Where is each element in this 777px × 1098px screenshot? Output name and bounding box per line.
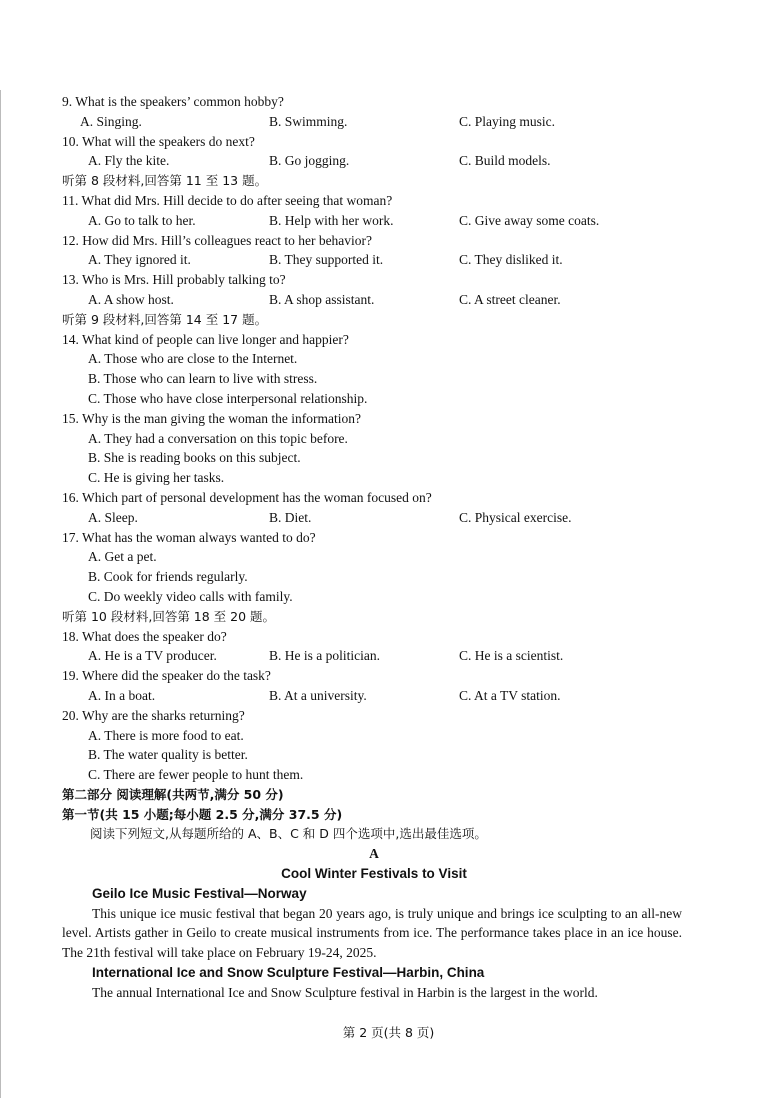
options-19 xyxy=(62,686,686,706)
question-9: 9. What is the speakers’ common hobby? xyxy=(62,94,284,109)
option-a: A. Go to talk to her. xyxy=(88,212,196,228)
passage-title: Cool Winter Festivals to Visit xyxy=(281,866,467,882)
reading-instruction: 阅读下列短文,从每题所给的 A、B、C 和 D 四个选项中,选出最佳选项。 xyxy=(90,826,487,842)
option-b: B. They supported it. xyxy=(269,252,384,268)
question-11: 11. What did Mrs. Hill decide to do after seeing that woman? xyxy=(62,192,393,208)
options-18 xyxy=(62,646,686,666)
option-c: C. He is a scientist. xyxy=(459,648,564,664)
option-c: C. He is giving her tasks. xyxy=(88,470,225,486)
options-12 xyxy=(62,250,686,270)
paragraph-harbin: The annual International Ice and Snow Sculpture festival in Harbin is the largest in the world. xyxy=(92,984,598,1000)
question-14: 14. What kind of people can live longer and happier? xyxy=(62,331,349,347)
question-15: 15. Why is the man giving the woman the information? xyxy=(62,410,361,426)
option-c: C. Playing music. xyxy=(459,113,556,129)
option-a: A. In a boat. xyxy=(88,687,156,703)
option-a: A. Singing. xyxy=(80,113,142,129)
part2-heading: 第二部分 阅读理解(共两节,满分 50 分) xyxy=(62,786,284,802)
options-10 xyxy=(62,151,686,171)
option-c: C. Those who have close interpersonal relationship. xyxy=(88,390,368,406)
question-12: 12. How did Mrs. Hill’s colleagues react to her behavior? xyxy=(62,232,373,248)
left-margin-rule xyxy=(0,90,1,1098)
option-b: B. Cook for friends regularly. xyxy=(88,569,248,585)
options-11 xyxy=(62,211,686,231)
question-13: 13. Who is Mrs. Hill probably talking to? xyxy=(62,272,286,288)
option-c: C. Give away some coats. xyxy=(459,212,600,228)
option-b: B. He is a politician. xyxy=(269,648,380,664)
paragraph-geilo: This unique ice music festival that began 20 years ago, is truly unique and brings ice sculpting to an all-new level. Artists gather in Geilo to create musical instruments from ice. The performance takes place in an ice house. The 21th festival will take place on February 19-24, 2025. xyxy=(62,905,682,961)
section1-heading: 第一节(共 15 小题;每小题 2.5 分,满分 37.5 分) xyxy=(62,806,343,822)
section-header-9: 听第 9 段材料,回答第 14 至 17 题。 xyxy=(62,311,268,327)
option-c: C. At a TV station. xyxy=(459,687,561,703)
option-c: C. There are fewer people to hunt them. xyxy=(88,767,304,783)
option-b: B. Swimming. xyxy=(269,113,348,129)
option-a: A. They had a conversation on this topic before. xyxy=(88,430,348,446)
options-9 xyxy=(62,112,686,132)
passage-letter: A xyxy=(369,846,379,862)
subheading-geilo: Geilo Ice Music Festival—Norway xyxy=(92,885,307,901)
option-b: B. Those who can learn to live with stress. xyxy=(88,371,318,387)
option-a: A. There is more food to eat. xyxy=(88,727,244,743)
question-17: 17. What has the woman always wanted to do? xyxy=(62,529,316,545)
question-18: 18. What does the speaker do? xyxy=(62,628,227,644)
option-c: C. A street cleaner. xyxy=(459,291,561,307)
option-c: C. Physical exercise. xyxy=(459,509,572,525)
exam-page xyxy=(62,92,686,1003)
option-a: A. Sleep. xyxy=(88,509,138,525)
option-b: B. The water quality is better. xyxy=(88,747,248,763)
question-20: 20. Why are the sharks returning? xyxy=(62,707,245,723)
question-16: 16. Which part of personal development has the woman focused on? xyxy=(62,489,432,505)
options-13 xyxy=(62,290,686,310)
option-a: A. Get a pet. xyxy=(88,549,157,565)
option-b: B. She is reading books on this subject. xyxy=(88,450,301,466)
option-b: B. At a university. xyxy=(269,687,367,703)
subheading-harbin: International Ice and Snow Sculpture Festival—Harbin, China xyxy=(92,965,485,981)
option-b: B. Help with her work. xyxy=(269,212,394,228)
option-a: A. He is a TV producer. xyxy=(88,648,217,664)
option-c: C. Do weekly video calls with family. xyxy=(88,588,293,604)
option-c: C. Build models. xyxy=(459,153,551,169)
option-a: A. Fly the kite. xyxy=(88,153,170,169)
options-16 xyxy=(62,508,686,528)
option-b: B. A shop assistant. xyxy=(269,291,375,307)
option-a: A. Those who are close to the Internet. xyxy=(88,351,298,367)
option-b: B. Diet. xyxy=(269,509,312,525)
page-footer: 第 2 页(共 8 页) xyxy=(342,1025,435,1040)
option-a: A. They ignored it. xyxy=(88,252,191,268)
option-a: A. A show host. xyxy=(88,291,174,307)
option-c: C. They disliked it. xyxy=(459,252,563,268)
option-b: B. Go jogging. xyxy=(269,153,350,169)
question-19: 19. Where did the speaker do the task? xyxy=(62,668,271,684)
section-header-10: 听第 10 段材料,回答第 18 至 20 题。 xyxy=(62,608,276,624)
section-header-8: 听第 8 段材料,回答第 11 至 13 题。 xyxy=(62,173,268,189)
question-10: 10. What will the speakers do next? xyxy=(62,133,255,149)
